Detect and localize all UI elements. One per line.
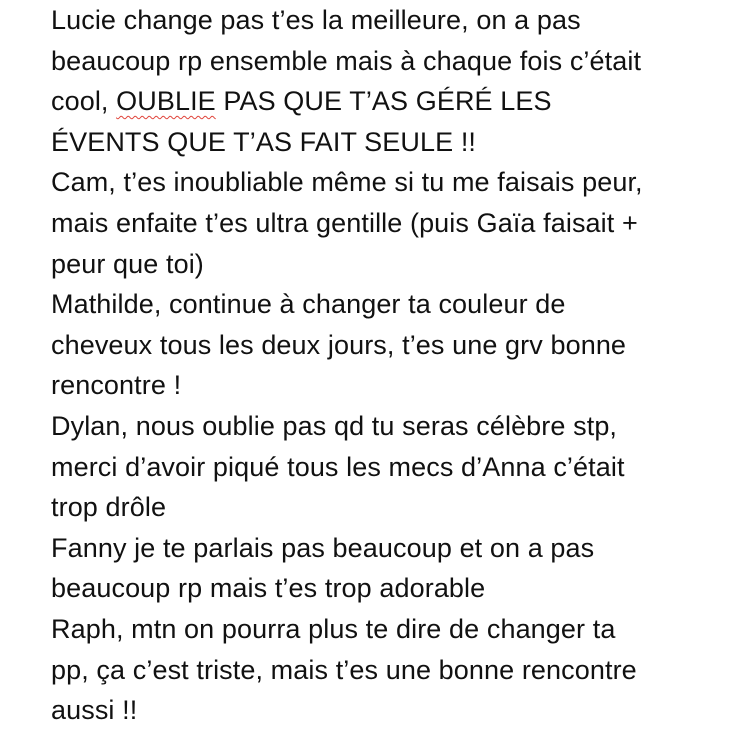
text-line: mais enfaite t’es ultra gentille (puis Gaïa faisait +	[51, 207, 638, 238]
text-line: Fanny je te parlais pas beaucoup et on a pas	[51, 532, 595, 563]
text-segment: cool,	[51, 86, 117, 117]
text-line: Dylan, nous oublie pas qd tu seras célèbre stp,	[51, 410, 618, 441]
text-line: aussi !!	[51, 695, 138, 726]
text-line: Lucie change pas t’es la meilleure, on a pas	[51, 5, 581, 35]
spellcheck-flagged-word[interactable]: OUBLIE	[116, 86, 216, 117]
text-line: rencontre !	[51, 370, 182, 401]
text-line: beaucoup rp mais t’es trop adorable	[51, 573, 486, 604]
text-line: Mathilde, continue à changer ta couleur de	[51, 289, 566, 320]
text-line: merci d’avoir piqué tous les mecs d’Anna c’était	[51, 451, 625, 482]
text-line: Raph, mtn on pourra plus te dire de changer ta	[51, 613, 616, 644]
text-line: beaucoup rp ensemble mais à chaque fois c’était	[51, 45, 642, 76]
text-line: peur que toi)	[51, 248, 204, 279]
text-line: cheveux tous les deux jours, t’es une grv bonne	[51, 329, 627, 360]
text-segment: PAS QUE T’AS GÉRÉ LES	[215, 86, 552, 117]
text-line: ÉVENTS QUE T’AS FAIT SEULE !!	[51, 126, 477, 157]
text-line	[51, 81, 741, 122]
text-line: Cam, t’es inoubliable même si tu me faisais peur,	[51, 167, 643, 198]
note-text-body[interactable]	[51, 0, 741, 731]
text-line: pp, ça c’est triste, mais t’es une bonne rencontre	[51, 654, 637, 685]
text-line: trop drôle	[51, 492, 167, 523]
